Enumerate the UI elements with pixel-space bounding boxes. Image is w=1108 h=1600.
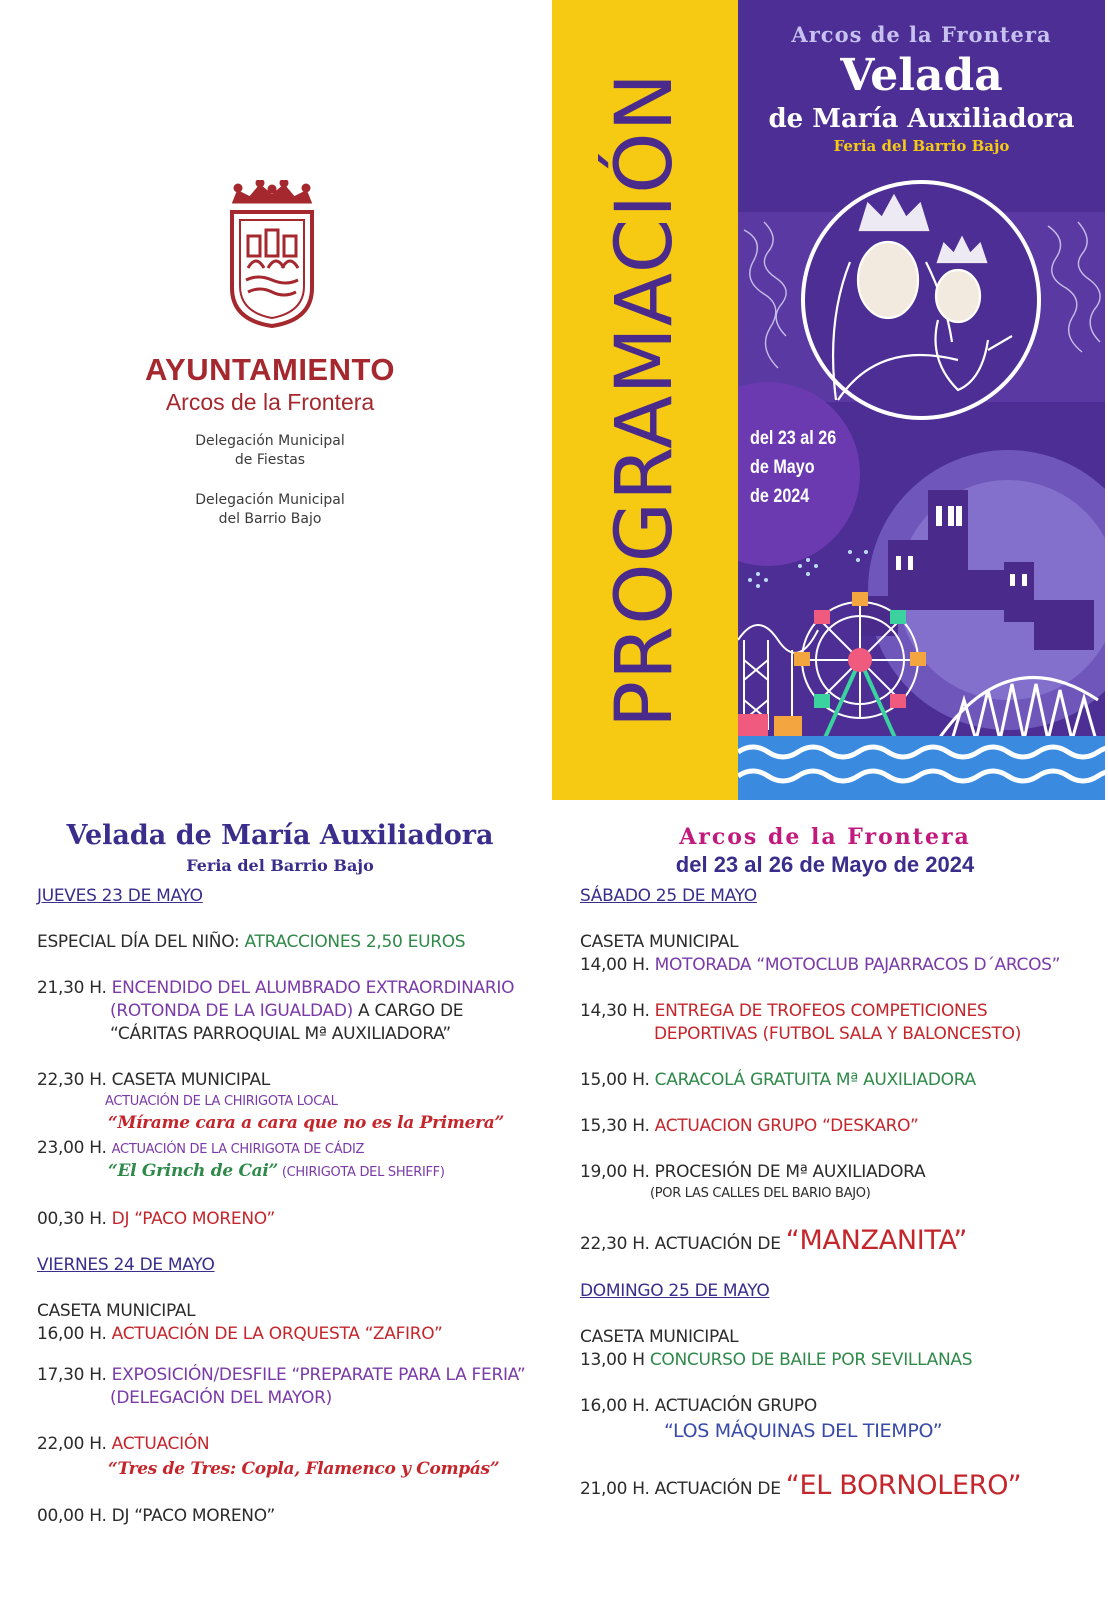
cover-illustration (738, 0, 1105, 800)
event-sevillanas (580, 1350, 972, 1370)
event-time: 15,00 H. (580, 1070, 655, 1090)
event-trofeos (580, 1001, 987, 1021)
event-highlight: (ROTONDA DE LA IGUALDAD) (110, 1001, 353, 1021)
cover-town: Arcos de la Frontera (791, 22, 1052, 47)
event-actuacion-friday (37, 1434, 209, 1454)
event-procesion: 19,00 H. PROCESIÓN DE Mª AUXILIADORA (580, 1162, 926, 1182)
delegation-fiestas (160, 432, 380, 470)
event-grupo-sunday: 16,00 H. ACTUACIÓN GRUPO (580, 1396, 817, 1416)
event-caseta-friday: CASETA MUNICIPAL (37, 1301, 196, 1321)
event-text: A CARGO DE (352, 1001, 464, 1021)
event-motorada (580, 955, 1060, 975)
event-lighting (37, 978, 514, 998)
event-highlight: CARACOLÁ GRATUITA Mª AUXILIADORA (654, 1070, 976, 1090)
event-lighting-line-3: “CÁRITAS PARROQUIAL Mª AUXILIADORA” (110, 1024, 451, 1044)
delegation-fiestas-line-2: de Fiestas (234, 452, 306, 468)
event-orquesta (37, 1324, 443, 1344)
program-subtitle: Feria del Barrio Bajo (186, 856, 374, 875)
event-highlight: ACTUACIÓN (111, 1434, 210, 1454)
event-text: 22,30 H. ACTUACIÓN DE (580, 1234, 786, 1254)
event-highlight: “El Grinch de Cai” (108, 1161, 279, 1181)
cover-date-line-1: del 23 al 26 (750, 428, 837, 449)
event-time: 14,00 H. (580, 955, 655, 975)
delegation-fiestas-line-1: Delegación Municipal (195, 433, 345, 449)
event-time: 17,30 H. (37, 1365, 112, 1385)
event-highlight: ENTREGA DE TROFEOS COMPETICIONES (654, 1001, 988, 1021)
event-text: ESPECIAL DÍA DEL NIÑO: (37, 932, 245, 952)
event-highlight: ATRACCIONES 2,50 EUROS (244, 932, 466, 952)
event-highlight: MOTORADA “MOTOCLUB PAJARRACOS D´ARCOS” (654, 955, 1061, 975)
program-title: Velada de María Auxiliadora (66, 820, 494, 851)
program-dates: del 23 al 26 de Mayo de 2024 (675, 852, 975, 877)
event-highlight: ACTUACIÓN DE LA CHIRIGOTA DE CÁDIZ (111, 1142, 365, 1157)
event-caracola (580, 1070, 976, 1090)
event-highlight: EXPOSICIÓN/DESFILE “PREPARATE PARA LA FERIA” (111, 1365, 526, 1385)
event-desfile (37, 1365, 525, 1385)
event-caseta-thursday: 22,30 H. CASETA MUNICIPAL (37, 1070, 270, 1090)
event-cadiz-chirigota (37, 1138, 364, 1158)
event-time: 22,00 H. (37, 1434, 112, 1454)
event-highlight: ACTUACION GRUPO “DESKARO” (654, 1116, 919, 1136)
event-time: 15,30 H. (580, 1116, 655, 1136)
event-deskaro (580, 1116, 918, 1136)
event-highlight: “EL BORNOLERO” (785, 1470, 1022, 1501)
cover-subtitle: de María Auxiliadora (768, 104, 1075, 134)
event-bornolero (580, 1470, 1021, 1501)
cover-date-line-2: de Mayo (750, 457, 815, 478)
cover-feria: Feria del Barrio Bajo (833, 137, 1010, 155)
cover-title: Velada (840, 50, 1003, 101)
cover-date-line-3: de 2024 (750, 486, 810, 507)
delegation-barrio-bajo (160, 491, 380, 529)
event-chirigota-name-2 (108, 1161, 445, 1181)
day-heading-sunday: DOMINGO 25 DE MAYO (580, 1281, 770, 1301)
event-caseta-saturday: CASETA MUNICIPAL (580, 932, 739, 952)
event-tres-de-tres: “Tres de Tres: Copla, Flamenco y Compás” (108, 1459, 500, 1479)
event-dj-thursday (37, 1209, 275, 1229)
event-local-chirigota: ACTUACIÓN DE LA CHIRIGOTA LOCAL (105, 1094, 338, 1109)
event-childrens-day (37, 932, 465, 952)
delegation-barrio-line-2: del Barrio Bajo (218, 511, 322, 527)
event-text: (CHIRIGOTA DEL SHERIFF) (278, 1165, 445, 1180)
day-heading-saturday: SÁBADO 25 DE MAYO (580, 886, 757, 906)
delegation-barrio-line-1: Delegación Municipal (195, 492, 345, 508)
event-highlight: DJ “PACO MORENO” (111, 1209, 276, 1229)
event-lighting-line-2 (110, 1001, 463, 1021)
event-manzanita (580, 1225, 967, 1256)
event-highlight: “MANZANITA” (785, 1225, 968, 1256)
event-highlight: ENCENDIDO DEL ALUMBRADO EXTRAORDINARIO (111, 978, 515, 998)
event-time: 21,30 H. (37, 978, 112, 998)
event-text: 21,00 H. ACTUACIÓN DE (580, 1479, 786, 1499)
event-highlight: CONCURSO DE BAILE POR SEVILLANAS (649, 1350, 973, 1370)
event-caseta-sunday: CASETA MUNICIPAL (580, 1327, 739, 1347)
day-heading-friday: VIERNES 24 DE MAYO (37, 1255, 215, 1275)
program-town: Arcos de la Frontera (679, 824, 971, 850)
event-time: 00,30 H. (37, 1209, 112, 1229)
council-name: AYUNTAMIENTO (144, 352, 395, 387)
event-los-maquinas: “LOS MÁQUINAS DEL TIEMPO” (664, 1420, 943, 1442)
coat-of-arms-logo (228, 180, 316, 330)
event-procesion-route: (POR LAS CALLES DEL BARIO BAJO) (650, 1186, 871, 1201)
event-chirigota-name-1: “Mírame cara a cara que no es la Primera” (108, 1113, 504, 1133)
event-time: 13,00 H (580, 1350, 650, 1370)
event-time: 23,00 H. (37, 1138, 112, 1158)
event-time: 14,30 H. (580, 1001, 655, 1021)
day-heading-thursday: JUEVES 23 DE MAYO (37, 886, 203, 906)
programacion-vertical-title: PROGRAMACIÓN (600, 72, 690, 728)
event-dj-friday: 00,00 H. DJ “PACO MORENO” (37, 1506, 276, 1526)
council-town: Arcos de la Frontera (165, 389, 375, 415)
event-highlight: ACTUACIÓN DE LA ORQUESTA “ZAFIRO” (111, 1324, 443, 1344)
event-time: 16,00 H. (37, 1324, 112, 1344)
event-desfile-line-2: (DELEGACIÓN DEL MAYOR) (110, 1388, 332, 1408)
event-trofeos-line-2: DEPORTIVAS (FUTBOL SALA Y BALONCESTO) (654, 1024, 1022, 1044)
